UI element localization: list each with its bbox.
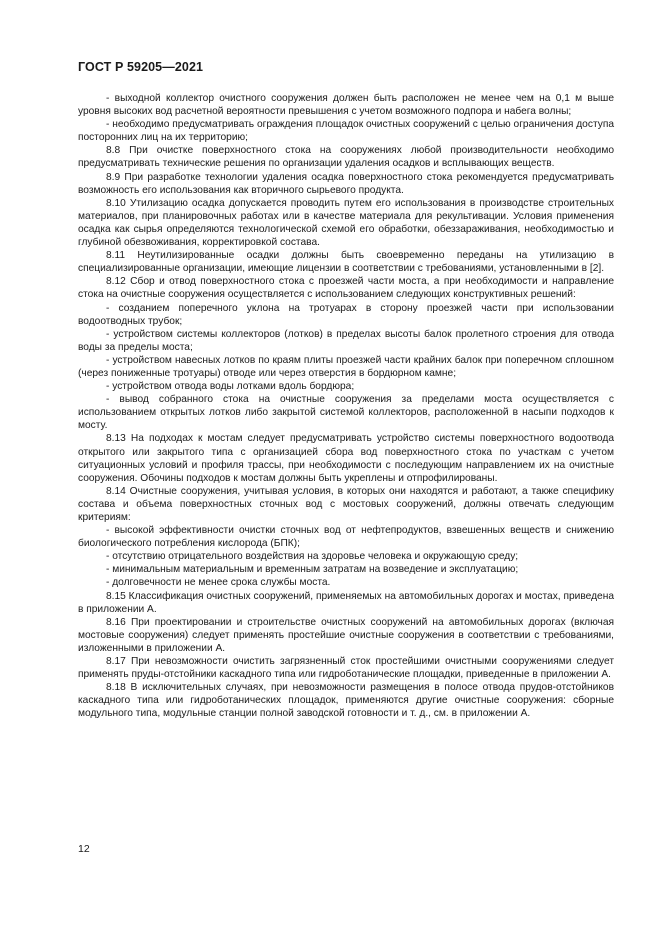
paragraph: - отсутствию отрицательного воздействия на здоровье человека и окружающую среду; [106, 551, 519, 563]
paragraph: 8.18 В исключительных случаях, при невозможности размещения в полосе отвода прудов-отстойников каскадного типа или гидроботанических площадок, применяются другие очистные сооружения: сборные модульного типа, модульные станции полной заводской готовности и т. д., см. в приложении А. [78, 682, 614, 720]
paragraph: 8.12 Сбор и отвод поверхностного стока с проезжей части моста, а при необходимости и направление стока на очистные сооружения осуществляется с использованием следующих конструктивных решений: [78, 276, 614, 301]
page-number: 12 [78, 843, 90, 855]
paragraph: - устройством отвода воды лотками вдоль бордюра; [106, 381, 355, 393]
paragraph: 8.8 При очистке поверхностного стока на сооружениях любой производительности необходимо предусматривать технические решения по организации удаления осадков и всплывающих веществ. [78, 145, 614, 170]
paragraph: - устройством навесных лотков по краям плиты проезжей части крайних балок при поперечном сплошном (через пониженные тротуары) отводе или через отверстия в бордюрном камне; [78, 354, 614, 379]
paragraph: - минимальным материальным и временным затратам на возведение и эксплуатацию; [106, 564, 519, 576]
paragraph: - высокой эффективности очистки сточных вод от нефтепродуктов, взвешенных веществ и снижению биологического потребления кислорода (БПК); [78, 525, 614, 550]
paragraph: 8.14 Очистные сооружения, учитывая условия, в которых они находятся и работают, а также специфику состава и объема поверхностных сточных вод с мостовых сооружений, должны отвечать следующим критериям: [78, 485, 614, 523]
document-code-header: ГОСТ Р 59205—2021 [78, 60, 204, 74]
paragraph: - долговечности не менее срока службы моста. [106, 577, 331, 589]
paragraph: - созданием поперечного уклона на тротуарах в сторону проезжей части при использовании водоотводных трубок; [78, 302, 614, 327]
paragraph: 8.16 При проектировании и строительстве очистных сооружений на автомобильных дорогах (включая мостовые сооружения) следует применять простейшие очистные сооружения в соответствии с требованиями, изложенными в приложении А. [78, 616, 614, 654]
paragraph: - устройством системы коллекторов (лотков) в пределах высоты балок пролетного строения для отвода воды за пределы моста; [78, 328, 614, 353]
paragraph: 8.9 При разработке технологии удаления осадка поверхностного стока рекомендуется предусматривать возможность его использования как вторичного сырьевого продукта. [78, 171, 614, 196]
paragraph: - необходимо предусматривать ограждения площадок очистных сооружений с целью ограничения доступа посторонних лиц на их территорию; [78, 119, 614, 144]
paragraph: 8.17 При невозможности очистить загрязненный сток простейшими очистными сооружениями следует применять пруды-отстойники каскадного типа или гидроботанические площадки, приведенные в приложении А. [78, 656, 614, 681]
paragraph: 8.10 Утилизацию осадка допускается проводить путем его использования в производстве строительных материалов, при планировочных работах или в качестве материала для рекультивации. Условия применения осадка как сырья определяются технологической схемой его обработки, обеззараживания, необходимостью и глубиной обезвоживания, корректировкой состава. [78, 197, 614, 249]
paragraph: 8.15 Классификация очистных сооружений, применяемых на автомобильных дорогах и мостах, приведена в приложении А. [78, 590, 614, 615]
paragraph: 8.13 На подходах к мостам следует предусматривать устройство системы поверхностного водоотвода открытого или закрытого типа с организацией сбора вод поверхностного стока по участкам с учетом ситуационных условий и профиля трассы, при необходимости с последующим направлением их на очистные сооружения. Обочины подходов к мостам должны быть укреплены и отпрофилированы. [78, 433, 614, 484]
paragraph: 8.11 Неутилизированные осадки должны быть своевременно переданы на утилизацию в специализированные организации, имеющие лицензии в соответствии с требованиями, установленными в [2]. [78, 250, 614, 275]
document-body [78, 92, 614, 721]
paragraph: - вывод собранного стока на очистные сооружения за пределами моста осуществляется с использованием открытых лотков либо закрытой системой коллекторов, расположенной в насыпи подходов к мосту. [78, 394, 614, 432]
paragraph: - выходной коллектор очистного сооружения должен быть расположен не менее чем на 0,1 м выше уровня высоких вод расчетной вероятности превышения с учетом возможного подпора и набега волны; [78, 93, 614, 118]
